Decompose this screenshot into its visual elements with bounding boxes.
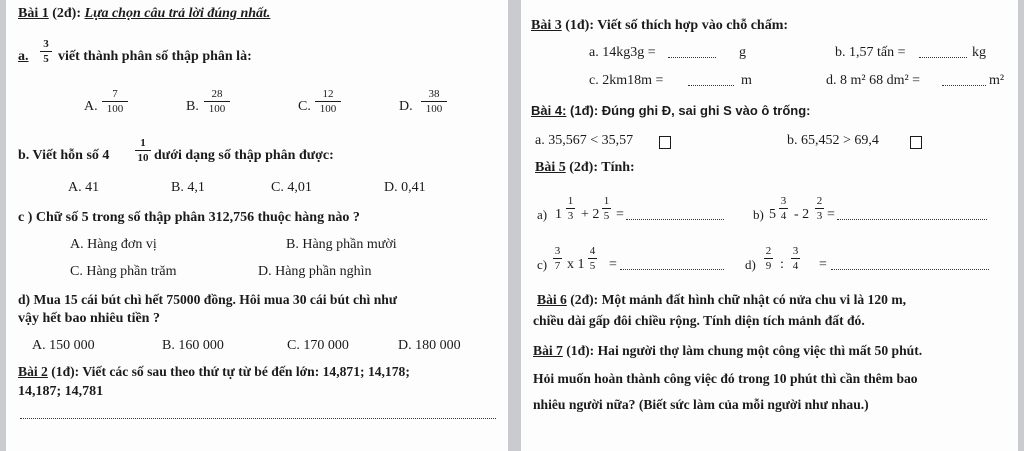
bai-4-header: Bài 4: (1đ): Đúng ghi Đ, sai ghi S vào ô trống: bbox=[531, 103, 811, 118]
option-d-letter: D. bbox=[399, 99, 413, 114]
bai-3-b-blank bbox=[919, 57, 967, 58]
bai-5-c-fraction-2: 4 5 bbox=[589, 245, 596, 272]
bai-1-header: Bài 1 (2đ): Lựa chọn câu trả lời đúng nhất. bbox=[18, 6, 271, 21]
option-b-letter: B. bbox=[186, 99, 199, 114]
bai-5-d-blank bbox=[831, 269, 989, 270]
option-d3: C. 170 000 bbox=[287, 338, 349, 353]
bai-5-a-fraction-1: 1 3 bbox=[567, 195, 574, 222]
bai-3-b-unit: kg bbox=[972, 45, 986, 60]
answer-dotted-line bbox=[20, 418, 496, 419]
bai-5-a-operator: + 2 bbox=[581, 207, 600, 222]
bai-3-a: a. 14kg3g = bbox=[589, 45, 656, 60]
bai-5-c-operator: x 1 bbox=[567, 257, 585, 272]
bai-3-a-unit: g bbox=[739, 45, 746, 60]
worksheet-page-left bbox=[6, 0, 508, 451]
bai-7-line-3: nhiêu người nữa? (Biết sức làm của mỗi người như nhau.) bbox=[533, 397, 869, 412]
bai-5-a-label: a) bbox=[537, 207, 548, 222]
bai-5-b-label: b) bbox=[753, 207, 764, 222]
bai-5-a-equals: = bbox=[616, 207, 624, 222]
question-b-text-end: dưới dạng số thập phân được: bbox=[154, 148, 334, 163]
bai-2-line-2: 14,187; 14,781 bbox=[18, 384, 104, 399]
bai-5-d-operator: : bbox=[780, 257, 784, 272]
bai-5-c-fraction-1: 3 7 bbox=[554, 245, 561, 272]
option-d4: D. 180 000 bbox=[398, 338, 461, 353]
worksheet-page-right bbox=[521, 0, 1018, 451]
option-b2: B. 4,1 bbox=[171, 180, 205, 195]
question-b-text-start: b. Viết hỗn số 4 bbox=[18, 148, 110, 163]
bai-6-line-1: Bài 6 (2đ): Một mảnh đất hình chữ nhật có nửa chu vi là 120 m, bbox=[537, 292, 907, 307]
bai-5-a-fraction-2: 1 5 bbox=[603, 195, 610, 222]
bai-5-a-blank bbox=[626, 219, 724, 220]
bai-4-b: b. 65,452 > 69,4 bbox=[787, 133, 879, 148]
bai-6-line-2: chiều dài gấp đôi chiều rộng. Tính diện tích mảnh đất đó. bbox=[533, 313, 865, 328]
bai-5-a-whole-1: 1 bbox=[555, 207, 562, 222]
option-d-fraction: 38 100 bbox=[421, 88, 447, 115]
option-a-fraction: 7 100 bbox=[102, 88, 128, 115]
bai-5-d-label: d) bbox=[745, 257, 756, 272]
option-b1: A. 41 bbox=[68, 180, 100, 195]
bai-2-line-1: Bài 2 (1đ): Viết các số sau theo thứ tự từ bé đến lớn: 14,871; 14,178; bbox=[18, 364, 410, 379]
bai-5-c-equals: = bbox=[609, 257, 617, 272]
bai-3-a-blank bbox=[668, 57, 716, 58]
bai-5-b-whole-1: 5 bbox=[769, 207, 776, 222]
bai-3-d-unit: m² bbox=[989, 73, 1005, 88]
bai-5-header: Bài 5 (2đ): Tính: bbox=[535, 160, 635, 175]
bai-3-b: b. 1,57 tấn = bbox=[835, 45, 906, 60]
bai-4-a-checkbox[interactable] bbox=[659, 136, 671, 149]
bai-7-line-1: Bài 7 (1đ): Hai người thợ làm chung một công việc thì mất 50 phút. bbox=[533, 343, 923, 358]
option-c-fraction: 12 100 bbox=[315, 88, 341, 115]
option-c4: D. Hàng phần nghìn bbox=[258, 264, 372, 279]
option-c1: A. Hàng đơn vị bbox=[70, 237, 157, 252]
bai-3-c-blank bbox=[688, 85, 734, 86]
bai-5-c-blank bbox=[620, 269, 724, 270]
bai-5-b-fraction-2: 2 3 bbox=[816, 195, 823, 222]
bai-3-d-blank bbox=[942, 85, 986, 86]
question-d-line-1: d) Mua 15 cái bút chì hết 75000 đồng. Hôi mua 30 cái bút chì như bbox=[18, 292, 398, 307]
option-c3: C. Hàng phần trăm bbox=[70, 264, 177, 279]
option-a-letter: A. bbox=[84, 99, 98, 114]
option-c2: B. Hàng phần mười bbox=[286, 237, 397, 252]
bai-3-c-unit: m bbox=[741, 73, 752, 88]
bai-5-c-label: c) bbox=[537, 257, 548, 272]
bai-3-d: d. 8 m² 68 dm² = bbox=[826, 73, 921, 88]
option-d2: B. 160 000 bbox=[162, 338, 224, 353]
option-b-fraction: 28 100 bbox=[204, 88, 230, 115]
bai-5-d-fraction-1: 2 9 bbox=[765, 245, 772, 272]
option-b3: C. 4,01 bbox=[271, 180, 312, 195]
option-b4: D. 0,41 bbox=[384, 180, 426, 195]
bai-5-d-fraction-2: 3 4 bbox=[792, 245, 799, 272]
question-d-line-2: vậy hết bao nhiêu tiền ? bbox=[18, 311, 160, 326]
bai-5-d-equals: = bbox=[819, 257, 827, 272]
question-a-text: viết thành phân số thập phân là: bbox=[58, 49, 252, 64]
option-c-letter: C. bbox=[298, 99, 311, 114]
bai-5-b-operator: - 2 bbox=[794, 207, 810, 222]
bai-5-b-equals: = bbox=[827, 207, 835, 222]
bai-4-a: a. 35,567 < 35,57 bbox=[535, 133, 634, 148]
bai-7-line-2: Hỏi muốn hoàn thành công việc đó trong 10 phút thì cần thêm bao bbox=[533, 371, 918, 386]
bai-4-b-checkbox[interactable] bbox=[910, 136, 922, 149]
question-b-mixed-fraction: 1 10 bbox=[135, 137, 151, 164]
bai-5-b-blank bbox=[837, 219, 987, 220]
bai-5-b-fraction-1: 3 4 bbox=[780, 195, 787, 222]
option-d1: A. 150 000 bbox=[32, 338, 95, 353]
question-c-text: c ) Chữ số 5 trong số thập phân 312,756 thuộc hàng nào ? bbox=[18, 210, 360, 225]
bai-3-header: Bài 3 (1đ): Viết số thích hợp vào chỗ chấm: bbox=[531, 18, 789, 33]
question-a-fraction: 3 5 bbox=[40, 38, 52, 65]
question-a-label: a. bbox=[18, 49, 29, 64]
bai-3-c: c. 2km18m = bbox=[589, 73, 664, 88]
